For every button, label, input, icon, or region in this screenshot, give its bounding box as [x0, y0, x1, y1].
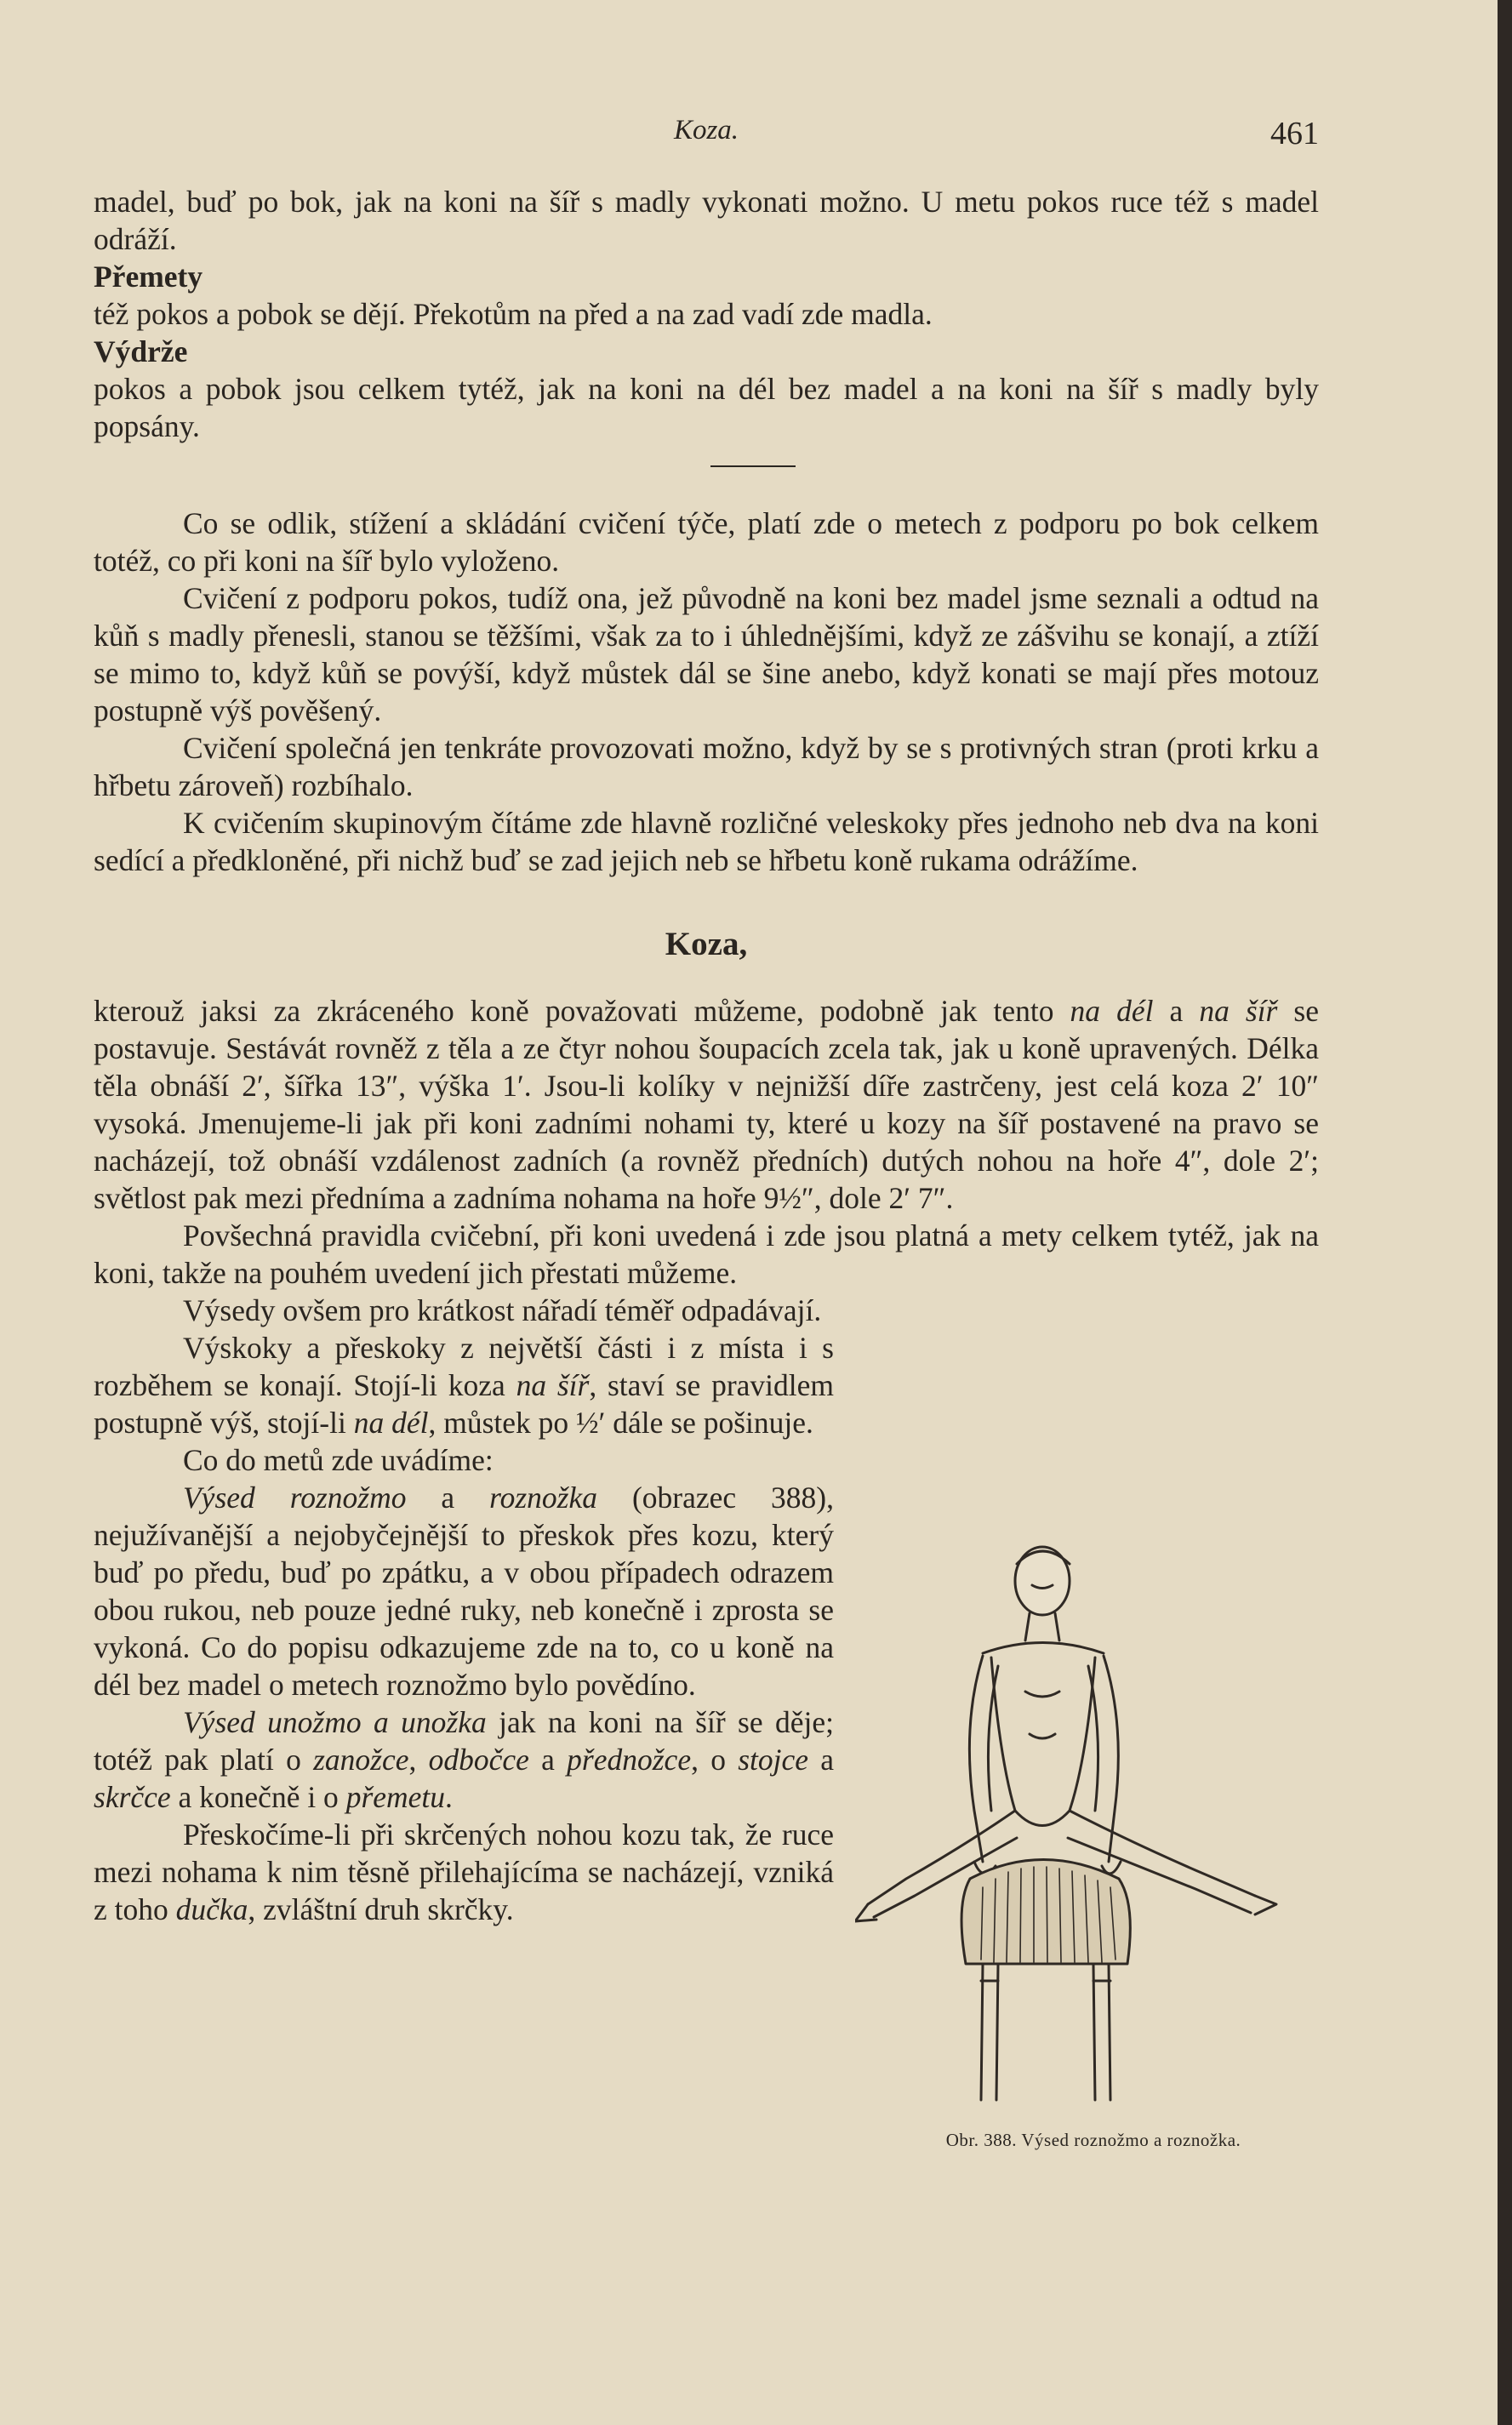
- running-title: Koza.: [673, 115, 739, 146]
- paragraph: Výsed roznožmo a roznožka (obrazec 388), nejužívanější a nejobyčejnější to přeskok přes kozu, který buď po předu, buď po zpátku, a v obou případech odrazem obou rukou, neb pouze jedné ruky, neb konečně i zprosta se vykoná. Co do popisu odkazujeme zde na to, co u koně na dél bez madel o metech roznožmo bylo povědíno.: [94, 1481, 834, 1702]
- paragraph: Výsedy ovšem pro krátkost nářadí téměř odpadávají.: [183, 1293, 822, 1327]
- section-heading-premety: Přemety: [94, 260, 203, 294]
- running-head: [94, 115, 1319, 157]
- section-divider: [710, 465, 796, 467]
- wrapped-column: [94, 1329, 834, 1928]
- paragraph: též pokos a pobok se dějí. Překotům na před a na zad vadí zde madla.: [94, 297, 933, 331]
- paragraph: kterouž jaksi za zkráceného koně považovati můžeme, podobně jak tento na dél a na šíř se postavuje. Sestávát rovněž z těla a ze čtyr nohou šoupacích zcela tak, jak u koně upravených. Délka těla obnáší 2′, šířka 13″, výška 1′. Jsou-li kolíky v nejnižší díře zastrčeny, jest celá koza 2′ 10″ vysoká. Jmenujeme-li jak při koni zadními nohami ty, které u kozy na šíř postavené na pravo se nacházejí, tož obnáší vzdálenost zadních (a rovněž předních) dutých nohou na hoře 4″, dole 2′; světlost pak mezi předníma a zadníma nohama na hoře 9½″, dole 2′ 7″.: [94, 994, 1319, 1215]
- paragraph: Přeskočíme-li při skrčených nohou kozu tak, že ruce mezi nohama k nim těsně přilehajícíma se nacházejí, vzniká z toho dučka, zvláštní druh skrčky.: [94, 1817, 834, 1926]
- paragraph: madel, buď po bok, jak na koni na šíř s madly vykonati možno. U metu pokos ruce též s madel odráží.: [94, 185, 1319, 256]
- section-heading-vydrze: Výdrže: [94, 334, 188, 368]
- paragraph: Výsed unožmo a unožka jak na koni na šíř se děje; totéž pak platí o zanožce, odbočce a přednožce, o stojce a skrčce a konečně i o přemetu.: [94, 1705, 835, 1814]
- page-number: 461: [1270, 116, 1319, 151]
- paragraph: Výskoky a přeskoky z největší části i z místa i s rozběhem se konají. Stojí-li koza na šíř, staví se pravidlem postupně výš, stojí-li na dél, můstek po ½′ dále se pošinuje.: [94, 1331, 834, 1440]
- figure-388: [855, 1504, 1332, 2160]
- paragraph: K cvičením skupinovým čítáme zde hlavně rozličné veleskoky přes jednoho neb dva na koni sedící a předkloněné, při nichž buď se zad jejich neb se hřbetu koně rukama odrážíme.: [94, 806, 1319, 877]
- section-title-koza: Koza,: [665, 926, 748, 962]
- figure-caption: Obr. 388. Výsed roznožmo a roznožka.: [945, 2130, 1241, 2150]
- paragraph: Povšechná pravidla cvičební, při koni uvedená i zde jsou platná a mety celkem tytéž, jak na koni, takže na pouhém uvedení jich přestati můžeme.: [94, 1218, 1319, 1290]
- paragraph: Cvičení z podporu pokos, tudíž ona, jež původně na koni bez madel jsme seznali a odtud na kůň s madly přenesli, stanou se těžšími, však za to i úhlednějšími, když ze zášvihu se konají, a ztíží se mimo to, když kůň se povýší, když můstek dál se šine anebo, když konati se mají přes motouz postupně výš pověšený.: [94, 581, 1319, 728]
- paragraph: Cvičení společná jen tenkráte provozovati možno, když by se s protivných stran (proti krku a hřbetu zároveň) rozbíhalo.: [94, 731, 1319, 802]
- paragraph: pokos a pobok jsou celkem tytéž, jak na koni na dél bez madel a na koni na šíř s madly byly popsány.: [94, 372, 1319, 443]
- vaulting-figure-illustration: [855, 1504, 1332, 2117]
- book-binding-edge: [1498, 0, 1512, 2425]
- paragraph: Co do metů zde uvádíme:: [183, 1443, 494, 1477]
- paragraph: Co se odlik, stížení a skládání cvičení týče, platí zde o metech z podporu po bok celkem totéž, co při koni na šíř bylo vyloženo.: [94, 506, 1319, 578]
